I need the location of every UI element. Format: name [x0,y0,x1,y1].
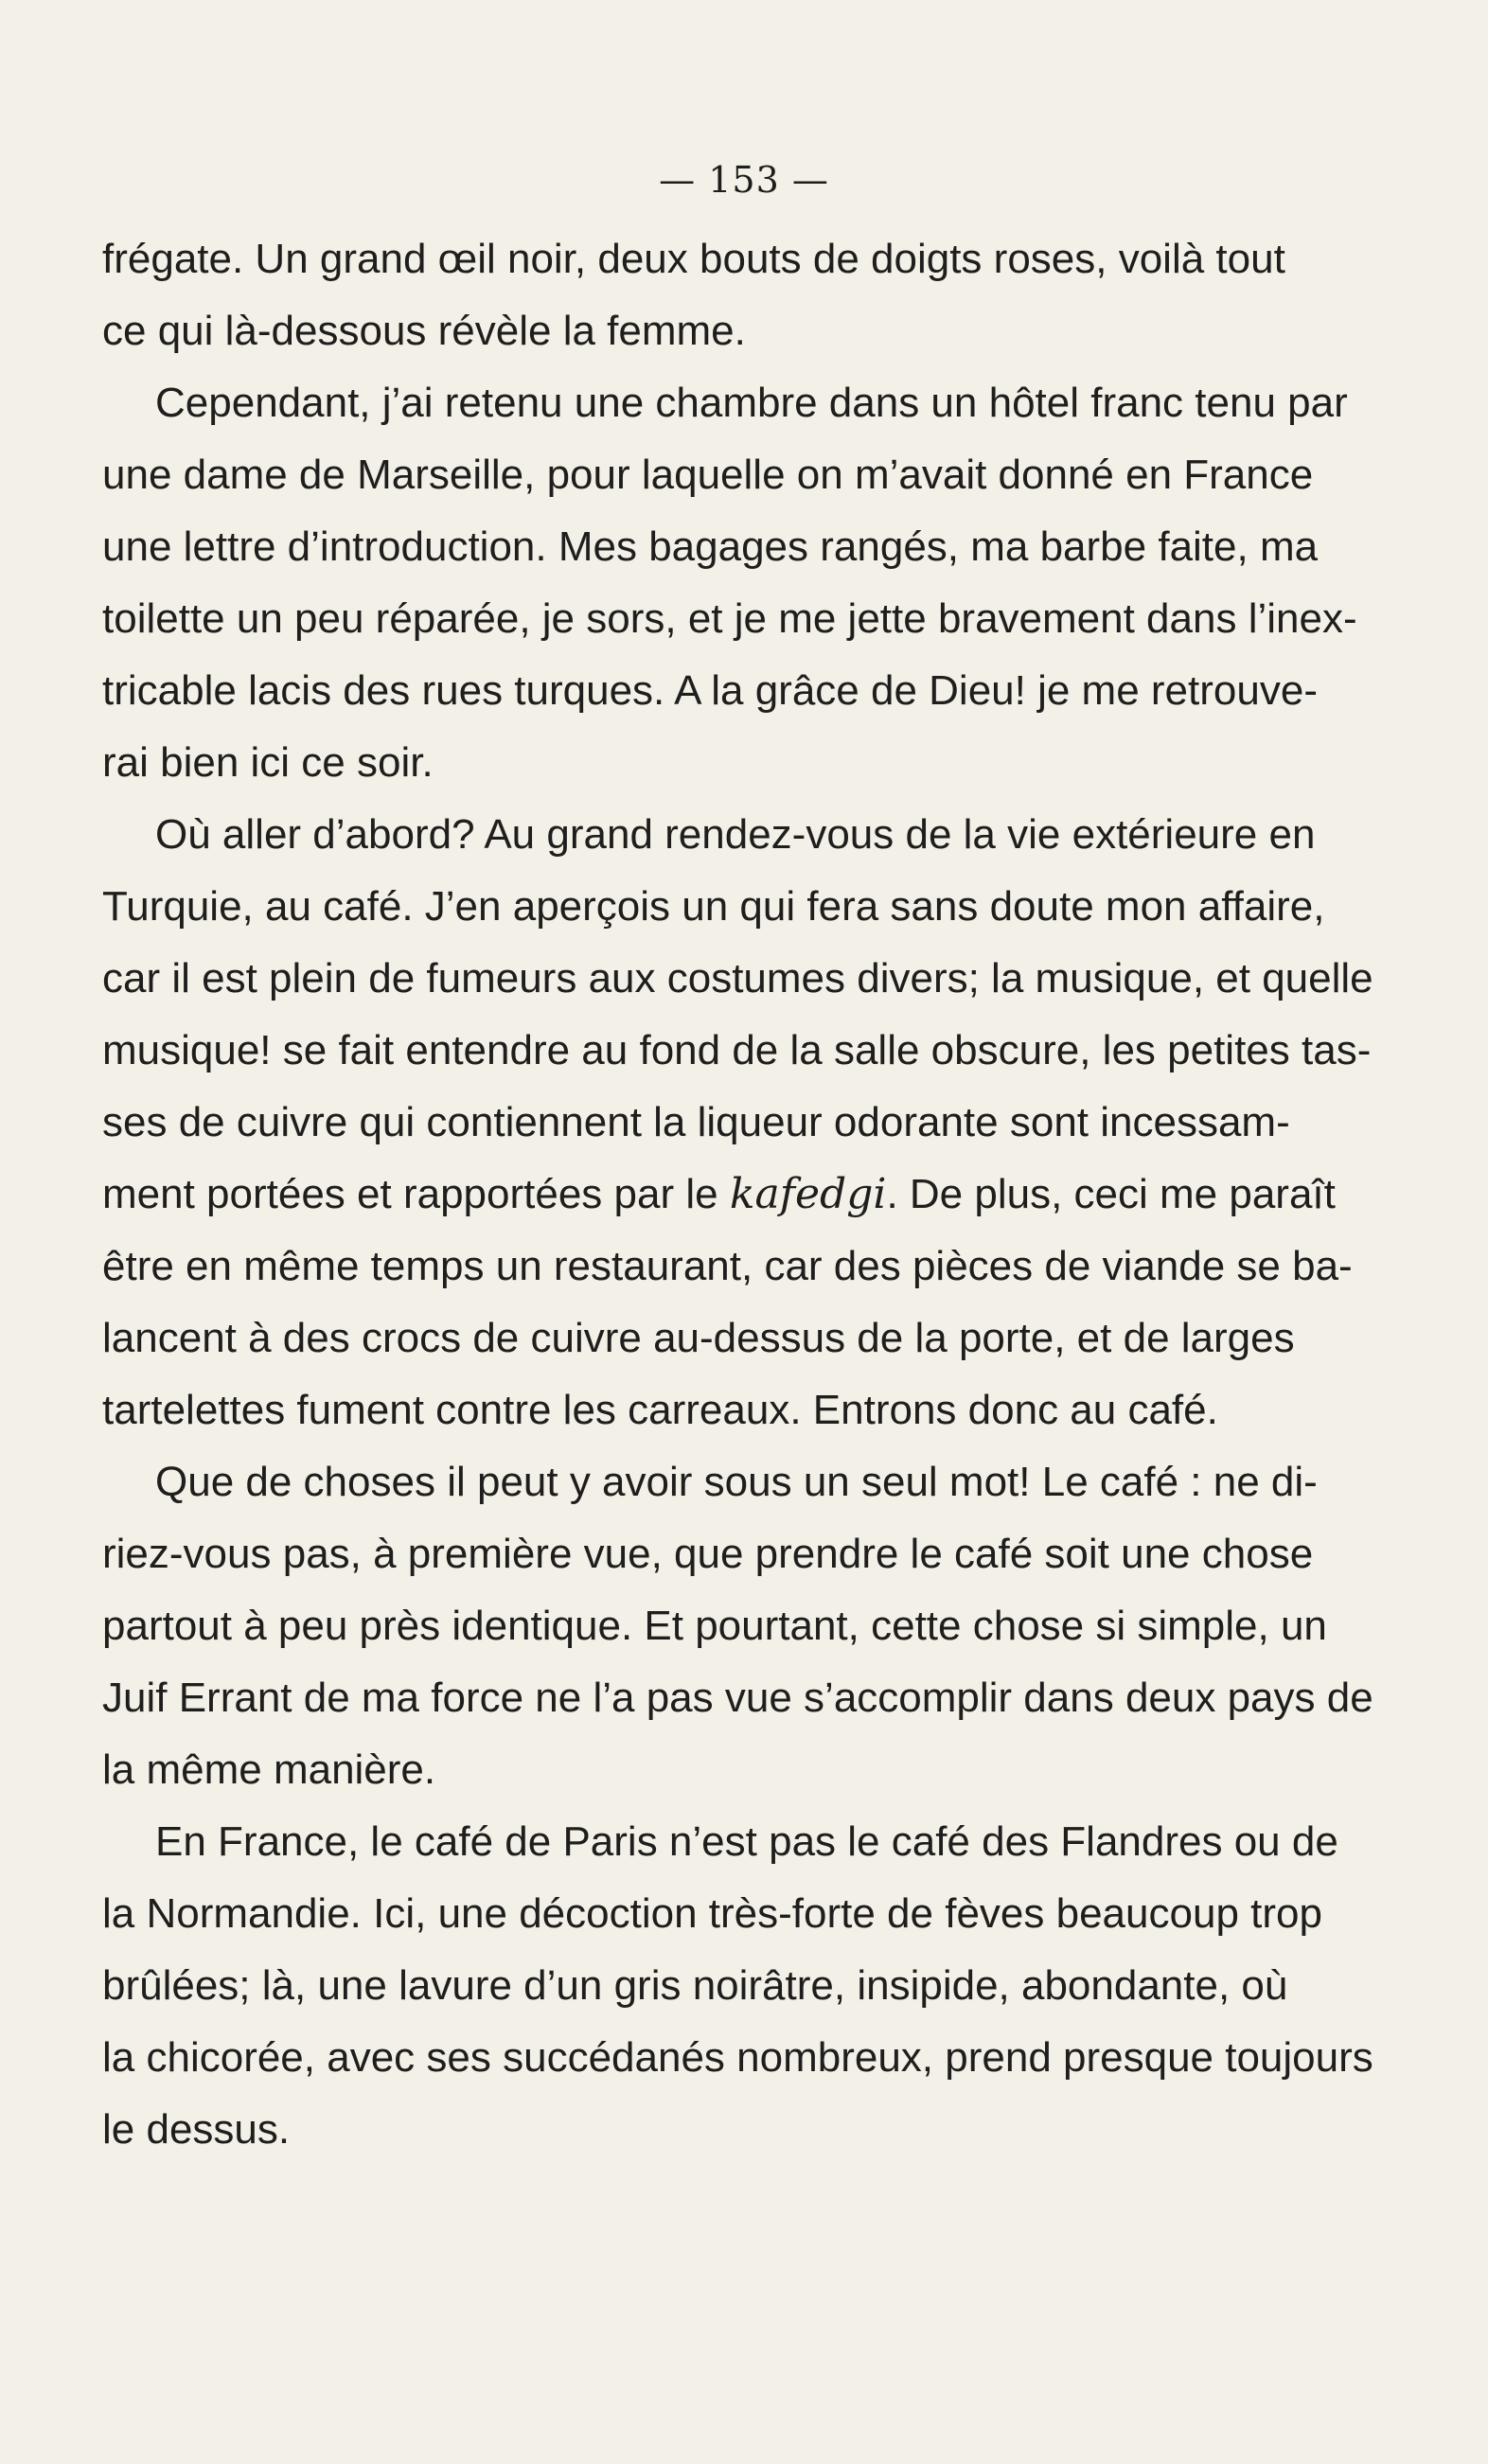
text-line: la Normandie. Ici, une décoction très-forte de fèves beaucoup trop [102,1890,1322,1937]
page-number: — 153 — [659,159,829,201]
text-line: tartelettes fument contre les carreaux. Entrons donc au café. [102,1387,1218,1433]
text-line: ce qui là-dessous révèle la femme. [102,308,746,354]
text-line: ses de cuivre qui contiennent la liqueur odorante sont incessam- [102,1099,1290,1145]
text-line: musique! se fait entendre au fond de la salle obscure, les petites tas- [102,1027,1372,1073]
text-line: tricable lacis des rues turques. A la grâce de Dieu! je me retrouve- [102,667,1318,714]
text-line: être en même temps un restaurant, car des pièces de viande se ba- [102,1243,1353,1289]
text-line: la même manière. [102,1746,436,1793]
text-line: frégate. Un grand œil noir, deux bouts de doigts roses, voilà tout [102,236,1285,282]
italic-word: kafedgi [729,1170,887,1218]
paragraph-start: En France, le café de Paris n’est pas le café des Flandres ou de [155,1818,1338,1865]
line-text: ment portées et rapportées par le [102,1171,730,1217]
paragraph-start: Cependant, j’ai retenu une chambre dans un hôtel franc tenu par [155,380,1348,426]
text-line: une dame de Marseille, pour laquelle on m’avait donné en France [102,452,1314,498]
text-line: Turquie, au café. J’en aperçois un qui fera sans doute mon affaire, [102,883,1325,930]
text-line-with-italic [102,1159,1336,1231]
text-line: le dessus. [102,2106,291,2153]
text-line: une lettre d’introduction. Mes bagages rangés, ma barbe faite, ma [102,523,1319,570]
line-text: . De plus, ceci me paraît [886,1171,1336,1217]
text-line: toilette un peu réparée, je sors, et je me jette bravement dans l’inex- [102,595,1357,642]
text-line: car il est plein de fumeurs aux costumes divers; la musique, et quelle [102,955,1373,1002]
text-line: rai bien ici ce soir. [102,739,434,786]
paragraph-start: Que de choses il peut y avoir sous un seul mot! Le café : ne di- [155,1459,1318,1505]
text-line: brûlées; là, une lavure d’un gris noirâtre, insipide, abondante, où [102,1962,1288,2009]
text-line: partout à peu près identique. Et pourtant, cette chose si simple, un [102,1603,1327,1649]
text-line: riez-vous pas, à première vue, que prendre le café soit une chose [102,1531,1314,1577]
text-line: Juif Errant de ma force ne l’a pas vue s’accomplir dans deux pays de [102,1675,1373,1721]
text-line: la chicorée, avec ses succédanés nombreux, prend presque toujours [102,2034,1373,2081]
text-line: lancent à des crocs de cuivre au-dessus de la porte, et de larges [102,1315,1295,1361]
paragraph-start: Où aller d’abord? Au grand rendez-vous de la vie extérieure en [155,811,1316,858]
